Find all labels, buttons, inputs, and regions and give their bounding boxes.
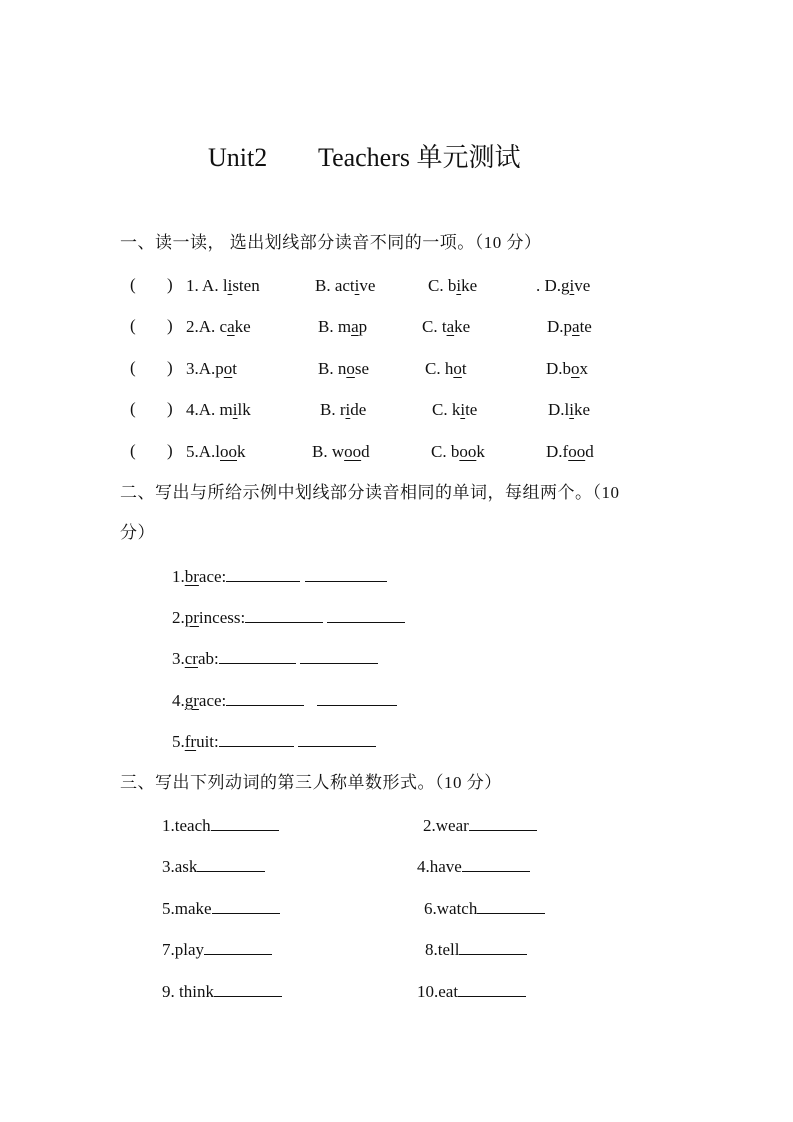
phonics-item-4: 4.grace: bbox=[172, 690, 397, 712]
question-number: 4.A. milk bbox=[186, 400, 251, 419]
answer-blank[interactable] bbox=[458, 982, 526, 997]
question-number: 3.A.pot bbox=[186, 359, 238, 378]
option-b: B. active bbox=[315, 276, 376, 295]
answer-blank[interactable] bbox=[327, 608, 405, 623]
answer-paren-open[interactable]: ( bbox=[130, 441, 136, 460]
option-d: D.pate bbox=[547, 317, 592, 336]
verb-item-9: 9. think bbox=[162, 981, 282, 1003]
answer-blank[interactable] bbox=[214, 982, 282, 997]
option-b: B. map bbox=[318, 317, 368, 336]
section3-heading: 三、写出下列动词的第三人称单数形式。（10 分） bbox=[120, 773, 502, 792]
answer-blank[interactable] bbox=[204, 940, 272, 955]
option-c: C. hot bbox=[425, 359, 467, 378]
phonics-item-2: 2.princess: bbox=[172, 607, 405, 629]
answer-blank[interactable] bbox=[298, 732, 376, 747]
answer-paren-open[interactable]: ( bbox=[130, 399, 136, 418]
answer-blank[interactable] bbox=[469, 816, 537, 831]
answer-paren-close: ) bbox=[167, 275, 173, 294]
section2-heading-cont: 分） bbox=[120, 523, 155, 542]
verb-item-7: 7.play bbox=[162, 939, 272, 961]
section2-heading: 二、写出与所给示例中划线部分读音相同的单词，每组两个。（10 bbox=[120, 483, 620, 502]
answer-blank[interactable] bbox=[212, 899, 280, 914]
question-number: 5.A.look bbox=[186, 442, 246, 461]
unit-label: Unit2 bbox=[208, 143, 268, 172]
answer-blank[interactable] bbox=[305, 567, 387, 582]
page-title: Teachers 单元测试 bbox=[318, 143, 521, 172]
option-c: C. kite bbox=[432, 400, 478, 419]
verb-item-10: 10.eat bbox=[417, 981, 526, 1003]
answer-blank[interactable] bbox=[226, 691, 304, 706]
option-d: . D.give bbox=[536, 276, 591, 295]
option-d: D.box bbox=[546, 359, 589, 378]
answer-blank[interactable] bbox=[317, 691, 397, 706]
verb-item-5: 5.make bbox=[162, 898, 280, 920]
answer-blank[interactable] bbox=[226, 567, 300, 582]
answer-paren-close: ) bbox=[167, 316, 173, 335]
answer-blank[interactable] bbox=[459, 940, 527, 955]
phonics-item-5: 5.fruit: bbox=[172, 731, 376, 753]
answer-blank[interactable] bbox=[245, 608, 323, 623]
option-d: D.like bbox=[548, 400, 591, 419]
option-c: C. take bbox=[422, 317, 471, 336]
answer-blank[interactable] bbox=[197, 857, 265, 872]
option-d: D.food bbox=[546, 442, 594, 461]
answer-blank[interactable] bbox=[477, 899, 545, 914]
option-b: B. wood bbox=[312, 442, 370, 461]
answer-paren-open[interactable]: ( bbox=[130, 316, 136, 335]
answer-blank[interactable] bbox=[300, 649, 378, 664]
answer-paren-close: ) bbox=[167, 358, 173, 377]
answer-blank[interactable] bbox=[211, 816, 279, 831]
answer-blank[interactable] bbox=[462, 857, 530, 872]
answer-paren-open[interactable]: ( bbox=[130, 275, 136, 294]
verb-item-4: 4.have bbox=[417, 856, 530, 878]
answer-paren-open[interactable]: ( bbox=[130, 358, 136, 377]
question-number: 2.A. cake bbox=[186, 317, 251, 336]
answer-paren-close: ) bbox=[167, 441, 173, 460]
answer-blank[interactable] bbox=[219, 732, 294, 747]
option-c: C. bike bbox=[428, 276, 478, 295]
option-b: B. nose bbox=[318, 359, 370, 378]
verb-item-3: 3.ask bbox=[162, 856, 265, 878]
section1-heading: 一、读一读， 选出划线部分读音不同的一项。（10 分） bbox=[120, 233, 542, 252]
verb-item-8: 8.tell bbox=[425, 939, 527, 961]
option-b: B. ride bbox=[320, 400, 367, 419]
phonics-item-3: 3.crab: bbox=[172, 648, 378, 670]
answer-paren-close: ) bbox=[167, 399, 173, 418]
verb-item-2: 2.wear bbox=[423, 815, 537, 837]
verb-item-6: 6.watch bbox=[424, 898, 545, 920]
question-number: 1. A. listen bbox=[186, 276, 260, 295]
option-c: C. book bbox=[431, 442, 485, 461]
answer-blank[interactable] bbox=[219, 649, 296, 664]
verb-item-1: 1.teach bbox=[162, 815, 279, 837]
phonics-item-1: 1.brace: bbox=[172, 566, 387, 588]
